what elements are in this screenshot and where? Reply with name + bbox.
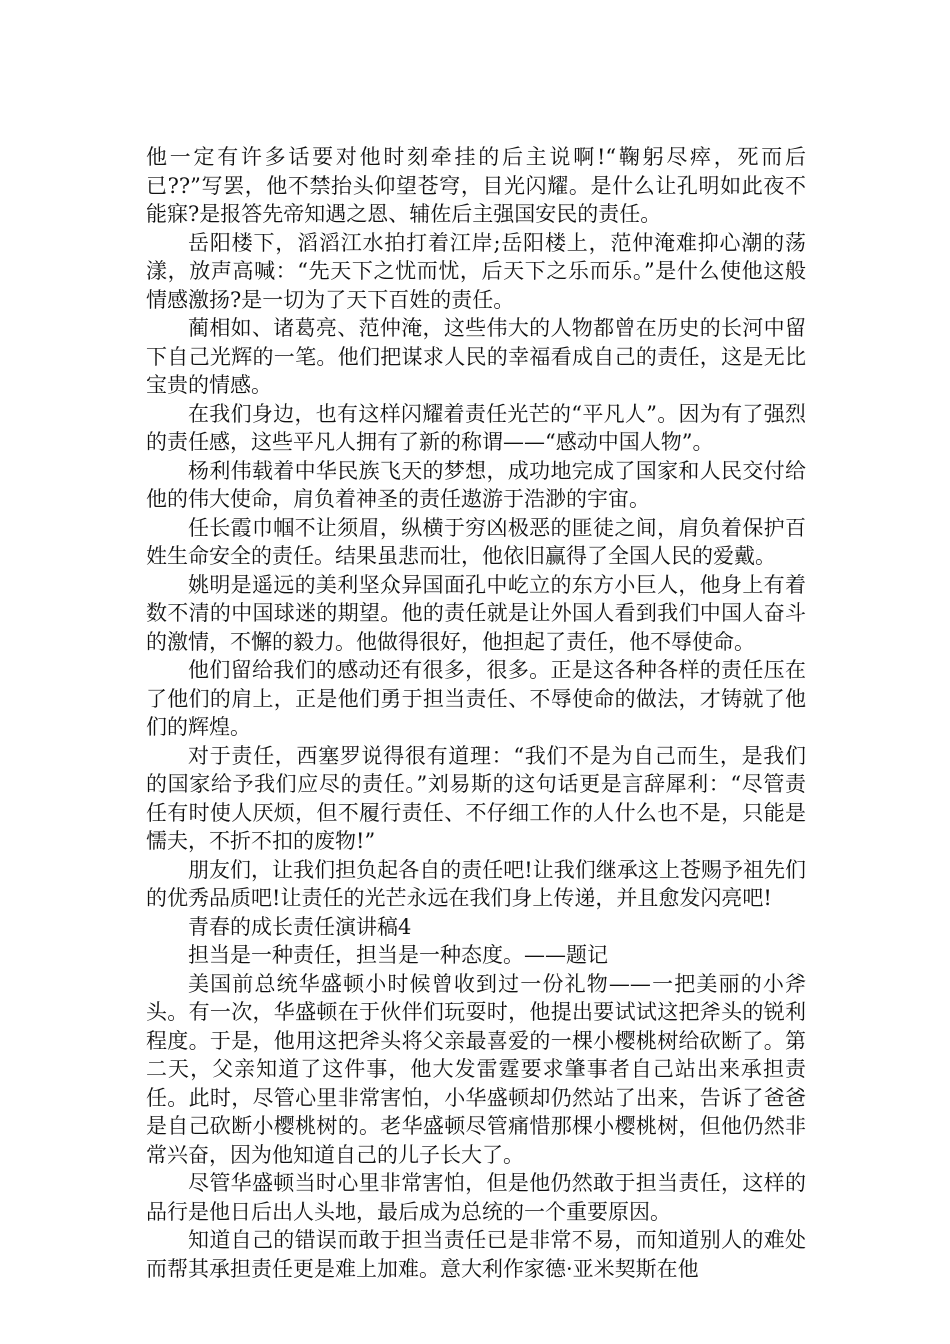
paragraph: 他们留给我们的感动还有很多，很多。正是这各种各样的责任压在了他们的肩上，正是他们勇于担当责任、不辱使命的做法，才铸就了他们的辉煌。 xyxy=(146,658,806,739)
paragraph: 任长霞巾帼不让须眉，纵横于穷凶极恶的匪徒之间，肩负着保护百姓生命安全的责任。结果虽悲而壮，他依旧赢得了全国人民的爱戴。 xyxy=(146,515,806,568)
document-body xyxy=(146,143,806,1283)
paragraph: 他一定有许多话要对他时刻牵挂的后主说啊!“鞠躬尽瘁，死而后已??”写罢，他不禁抬头仰望苍穹，目光闪耀。是什么让孔明如此夜不能寐?是报答先帝知遇之恩、辅佐后主强国安民的责任。 xyxy=(146,145,806,226)
epigraph: 担当是一种责任，担当是一种态度。——题记 xyxy=(188,943,608,967)
paragraph: 知道自己的错误而敢于担当责任已是非常不易，而知道别人的难处而帮其承担责任更是难上加难。意大利作家德·亚米契斯在他 xyxy=(146,1228,806,1281)
paragraph: 尽管华盛顿当时心里非常害怕，但是他仍然敢于担当责任，这样的品行是他日后出人头地，最后成为总统的一个重要原因。 xyxy=(146,1171,806,1224)
paragraph: 朋友们，让我们担负起各自的责任吧!让我们继承这上苍赐予祖先们的优秀品质吧!让责任的光芒永远在我们身上传递，并且愈发闪亮吧! xyxy=(146,857,806,910)
paragraph: 美国前总统华盛顿小时候曾收到过一份礼物——一把美丽的小斧头。有一次，华盛顿在于伙伴们玩耍时，他提出要试试这把斧头的锐利程度。于是，他用这把斧头将父亲最喜爱的一棵小樱桃树给砍断了。第二天，父亲知道了这件事，他大发雷霆要求肇事者自己站出来承担责任。此时，尽管心里非常害怕，小华盛顿却仍然站了出来，告诉了爸爸是自己砍断小樱桃树的。老华盛顿尽管痛惜那棵小樱桃树，但他仍然非常兴奋，因为他知道自己的儿子长大了。 xyxy=(146,971,806,1167)
paragraph: 姚明是遥远的美利坚众异国面孔中屹立的东方小巨人，他身上有着数不清的中国球迷的期望。他的责任就是让外国人看到我们中国人奋斗的激情，不懈的毅力。他做得很好，他担起了责任，他不辱使命。 xyxy=(146,572,806,654)
paragraph: 对于责任，西塞罗说得很有道理：“我们不是为自己而生，是我们的国家给予我们应尽的责任。”刘易斯的这句话更是言辞犀利：“尽管责任有时使人厌烦，但不履行责任、不仔细工作的人什么也不是，只能是懦夫，不折不扣的废物!” xyxy=(146,743,806,853)
paragraph: 蔺相如、诸葛亮、范仲淹，这些伟大的人物都曾在历史的长河中留下自己光辉的一笔。他们把谋求人民的幸福看成自己的责任，这是无比宝贵的情感。 xyxy=(146,316,806,397)
paragraph: 杨利伟载着中华民族飞天的梦想，成功地完成了国家和人民交付给他的伟大使命，肩负着神圣的责任遨游于浩渺的宇宙。 xyxy=(146,458,806,511)
section-heading: 青春的成长责任演讲稿4 xyxy=(188,914,412,939)
paragraph: 岳阳楼下，滔滔江水拍打着江岸;岳阳楼上，范仲淹难抑心潮的荡漾，放声高喊：“先天下之忧而忧，后天下之乐而乐。”是什么使他这般情感激扬?是一切为了天下百姓的责任。 xyxy=(146,230,806,312)
paragraph: 在我们身边，也有这样闪耀着责任光芒的“平凡人”。因为有了强烈的责任感，这些平凡人拥有了新的称谓——“感动中国人物”。 xyxy=(146,401,806,454)
